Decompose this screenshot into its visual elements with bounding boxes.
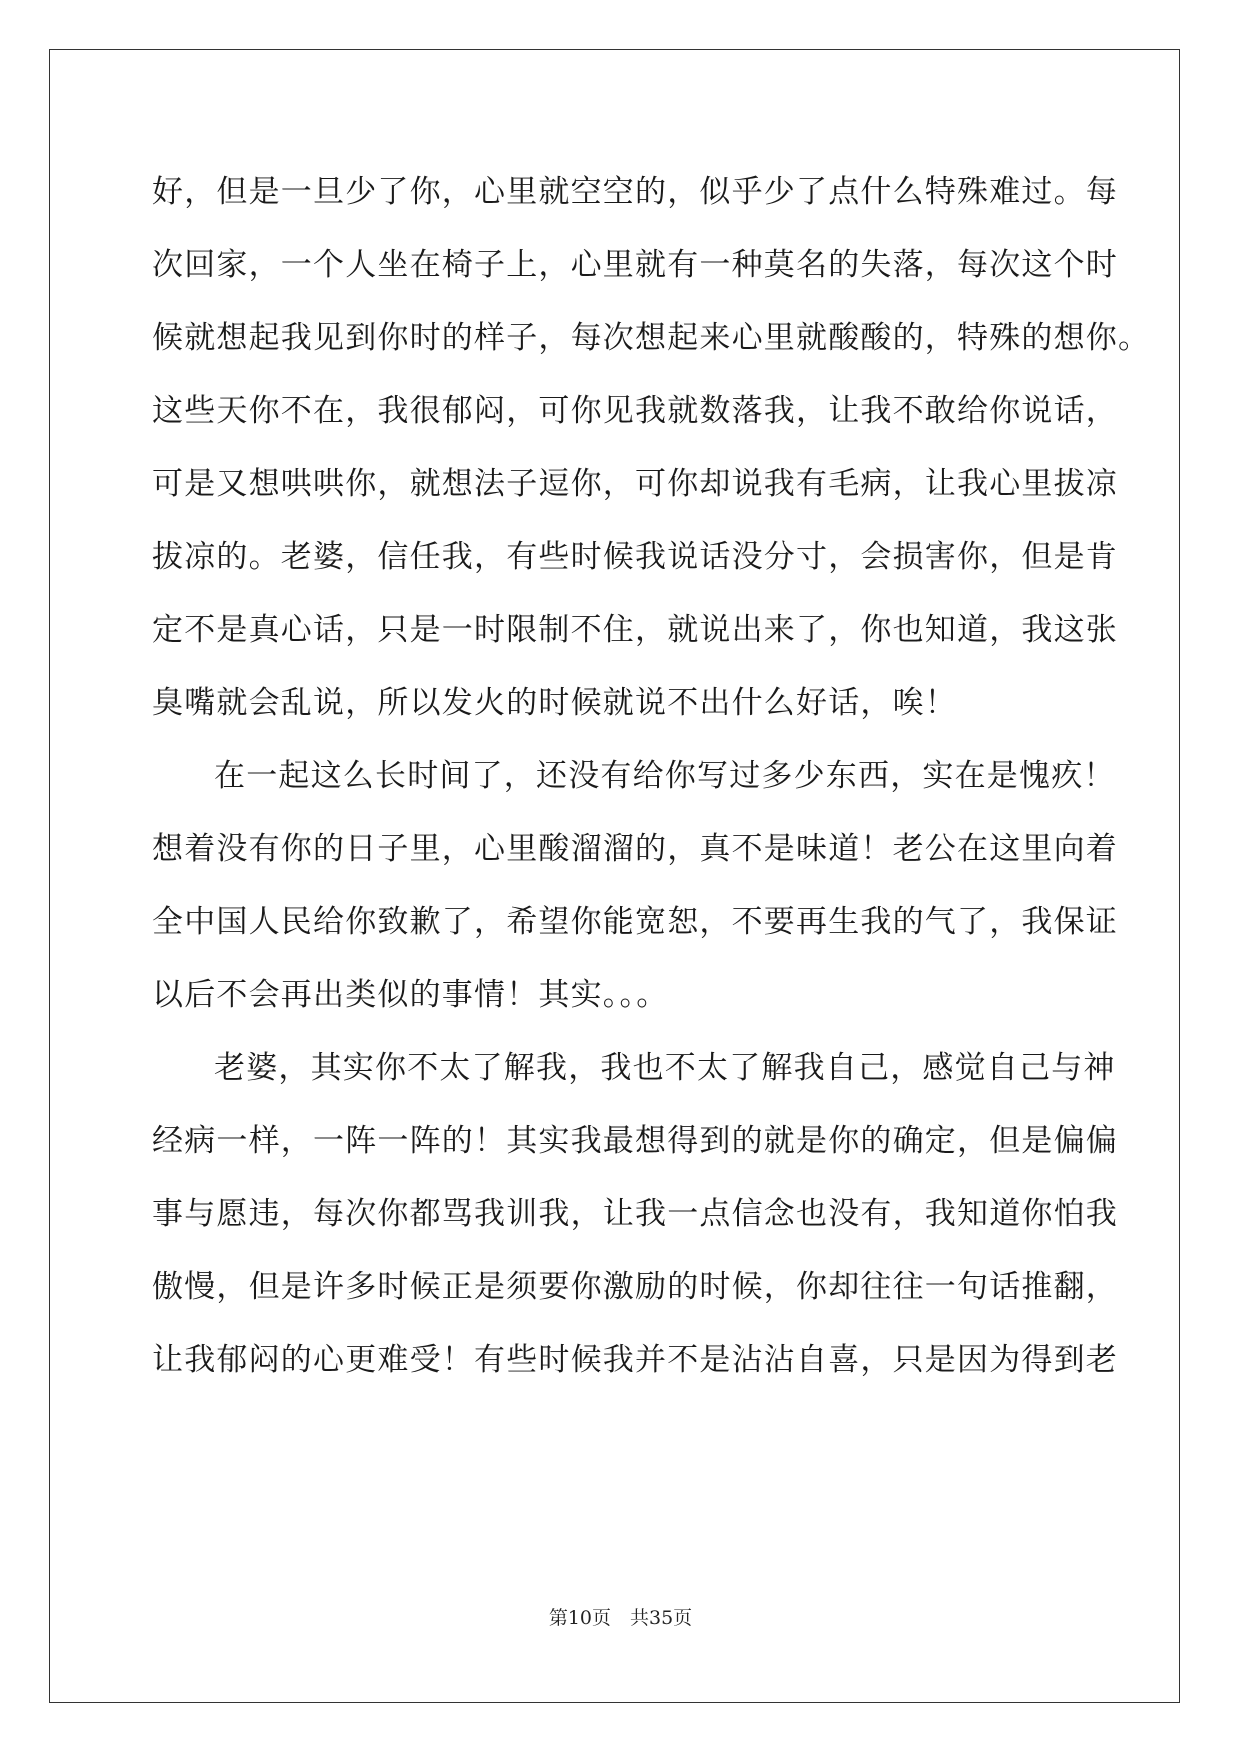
text-line: 可是又想哄哄你，就想法子逗你，可你却说我有毛病，让我心里拔凉 xyxy=(152,466,1118,502)
paragraph-first-line: 在一起这么长时间了，还没有给你写过多少东西，实在是愧疚！ xyxy=(214,758,1116,794)
text-line: 以后不会再出类似的事情！其实。。。 xyxy=(152,977,669,1013)
paragraph-first-line: 老婆，其实你不太了解我，我也不太了解我自己，感觉自己与神 xyxy=(214,1050,1116,1086)
text-line: 定不是真心话，只是一时限制不住，就说出来了，你也知道，我这张 xyxy=(152,612,1118,648)
text-line: 让我郁闷的心更难受！有些时候我并不是沾沾自喜，只是因为得到老 xyxy=(152,1342,1118,1378)
text-line: 经病一样，一阵一阵的！其实我最想得到的就是你的确定，但是偏偏 xyxy=(152,1123,1118,1159)
page-number-footer: 第10页 共35页 xyxy=(548,1607,693,1629)
text-line: 想着没有你的日子里，心里酸溜溜的，真不是味道！老公在这里向着 xyxy=(152,831,1118,867)
text-line: 拔凉的。老婆，信任我，有些时候我说话没分寸，会损害你，但是肯 xyxy=(152,539,1118,575)
text-line: 事与愿违，每次你都骂我训我，让我一点信念也没有，我知道你怕我 xyxy=(152,1196,1118,1232)
text-line: 臭嘴就会乱说，所以发火的时候就说不出什么好话，唉！ xyxy=(152,685,957,721)
text-line: 傲慢，但是许多时候正是须要你激励的时候，你却往往一句话推翻， xyxy=(152,1269,1118,1305)
page-border xyxy=(49,49,1180,1703)
text-line: 这些天你不在，我很郁闷，可你见我就数落我，让我不敢给你说话， xyxy=(152,393,1118,429)
text-line: 候就想起我见到你时的样子，每次想起来心里就酸酸的，特殊的想你。 xyxy=(152,320,1151,356)
text-line: 全中国人民给你致歉了，希望你能宽恕，不要再生我的气了，我保证 xyxy=(152,904,1118,940)
text-line: 好，但是一旦少了你，心里就空空的，似乎少了点什么特殊难过。每 xyxy=(152,174,1118,210)
text-line: 次回家，一个人坐在椅子上，心里就有一种莫名的失落，每次这个时 xyxy=(152,247,1118,283)
